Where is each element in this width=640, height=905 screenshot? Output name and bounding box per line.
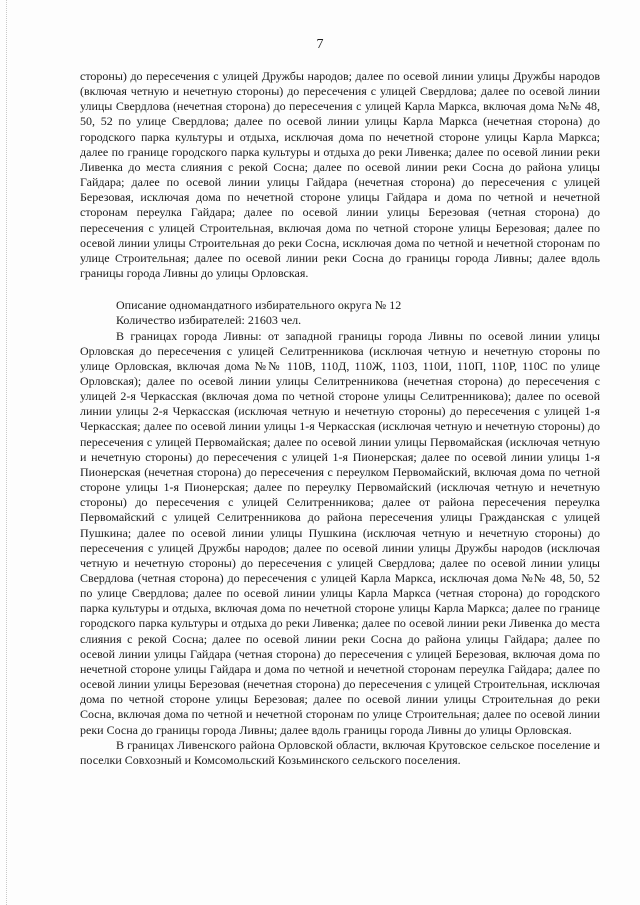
voter-count: Количество избирателей: 21603 чел.: [116, 313, 302, 328]
page-number: 7: [316, 37, 324, 52]
district-title: Описание одномандатного избирательного округа № 12: [116, 298, 402, 313]
paragraph-district-boundaries: В границах Ливенского района Орловской области, включая Крутовское сельское поселение и поселки Совхозный и Комсомольский Козьминского сельского поселения.: [80, 737, 600, 767]
document-body: [80, 69, 600, 768]
paragraph-continuation: стороны) до пересечения с улицей Дружбы народов; далее по осевой линии улицы Дружбы народов (включая четную и нечетную стороны) до пересечения с улицей Свердлова; далее по осевой линии улицы Свердлова (нечетная сторона) до пересечения с улицей Карла Маркса, включая дома №№ 48, 50, 52 по улице Свердлова; далее по осевой линии улицы Карла Маркса (нечетная сторона) до городского парка культуры и отдыха, исключая дома по нечетной стороне улицы Карла Маркса; далее по границе городского парка культуры и отдыха до реки Ливенка; далее по осевой линии реки Ливенка до места слияния с рекой Сосна; далее по осевой линии реки Сосна до района улицы Гайдара; далее по осевой линии улицы Гайдара (нечетная сторона) до пересечения с улицей Березовая, исключая дома по нечетной стороне улицы Гайдара и дома по четной и нечетной сторонам переулка Гайдара; далее по осевой линии улицы Березовая (четная сторона) до пересечения с улицей Строительная, включая дома по четной стороне улицы Березовая; далее по осевой линии улицы Строительная до реки Сосна, исключая дома по четной и нечетной сторонам по улице Строительная; далее по осевой линии реки Сосна до границы города Ливны; далее вдоль границы города Ливны до улицы Орловская.: [80, 69, 600, 281]
scan-edge-line: [6, 0, 8, 905]
paragraph-city-boundaries: В границах города Ливны: от западной границы города Ливны по осевой линии улицы Орловская до пересечения с улицей Селитренникова (исключая четную и нечетную стороны по улице Орловская, включая дома №№ 110В, 110Д, 110Ж, 110З, 110И, 110П, 110Р, 110С по улице Орловская); далее по осевой линии улицы Селитренникова (нечетная сторона) до пересечения с улицей 2-я Черкасская (включая дома по четной стороне улицы Селитренникова); далее по осевой линии улицы 2-я Черкасская (исключая четную и нечетную стороны) до пересечения с улицей 1-я Черкасская; далее по осевой линии улицы 1-я Черкасская (исключая четную и нечетную стороны) до пересечения с улицей Первомайская; далее по осевой линии улицы Первомайская (исключая четную и нечетную стороны) до пересечения с улицей 1-я Пионерская; далее по осевой линии улицы 1-я Пионерская (нечетная сторона) до пересечения с переулком Первомайский, включая дома по четной стороне улицы 1-я Пионерская; далее по переулку Первомайский (исключая четную и нечетную стороны) до пересечения с улицей Селитренникова; далее от района пересечения переулка Первомайский с улицей Селитренникова до района пересечения улицы Гражданская с улицей Пушкина; далее по осевой линии улицы Пушкина (исключая четную и нечетную стороны) до пересечения с улицей Дружбы народов; далее по осевой линии улицы Дружбы народов (исключая четную и нечетную стороны) до пересечения с улицей Свердлова; далее по осевой линии улицы Свердлова (четная сторона) до пересечения с улицей Карла Маркса, исключая дома №№ 48, 50, 52 по улице Свердлова; далее по осевой линии улицы Карла Маркса (четная сторона) до городского парка культуры и отдыха, включая дома по нечетной стороне улицы Карла Маркса; далее по границе городского парка культуры и отдыха до реки Ливенка; далее по осевой линии реки Ливенка до места слияния с рекой Сосна; далее по осевой линии реки Сосна до района улицы Гайдара; далее по осевой линии улицы Гайдара (четная сторона) до пересечения с улицей Березовая, включая дома по нечетной стороне улицы Гайдара и дома по четной и нечетной сторонам переулка Гайдара; далее по осевой линии улицы Березовая (нечетная сторона) до пересечения с улицей Строительная, исключая дома по четной стороне улицы Березовая; далее по осевой линии улицы Строительная до реки Сосна, включая дома по четной и нечетной сторонам по улице Строительная; далее по осевой линии реки Сосна до границы города Ливны; далее вдоль границы города Ливны до улицы Орловская.: [80, 328, 600, 737]
paragraph-gap: [80, 281, 600, 298]
